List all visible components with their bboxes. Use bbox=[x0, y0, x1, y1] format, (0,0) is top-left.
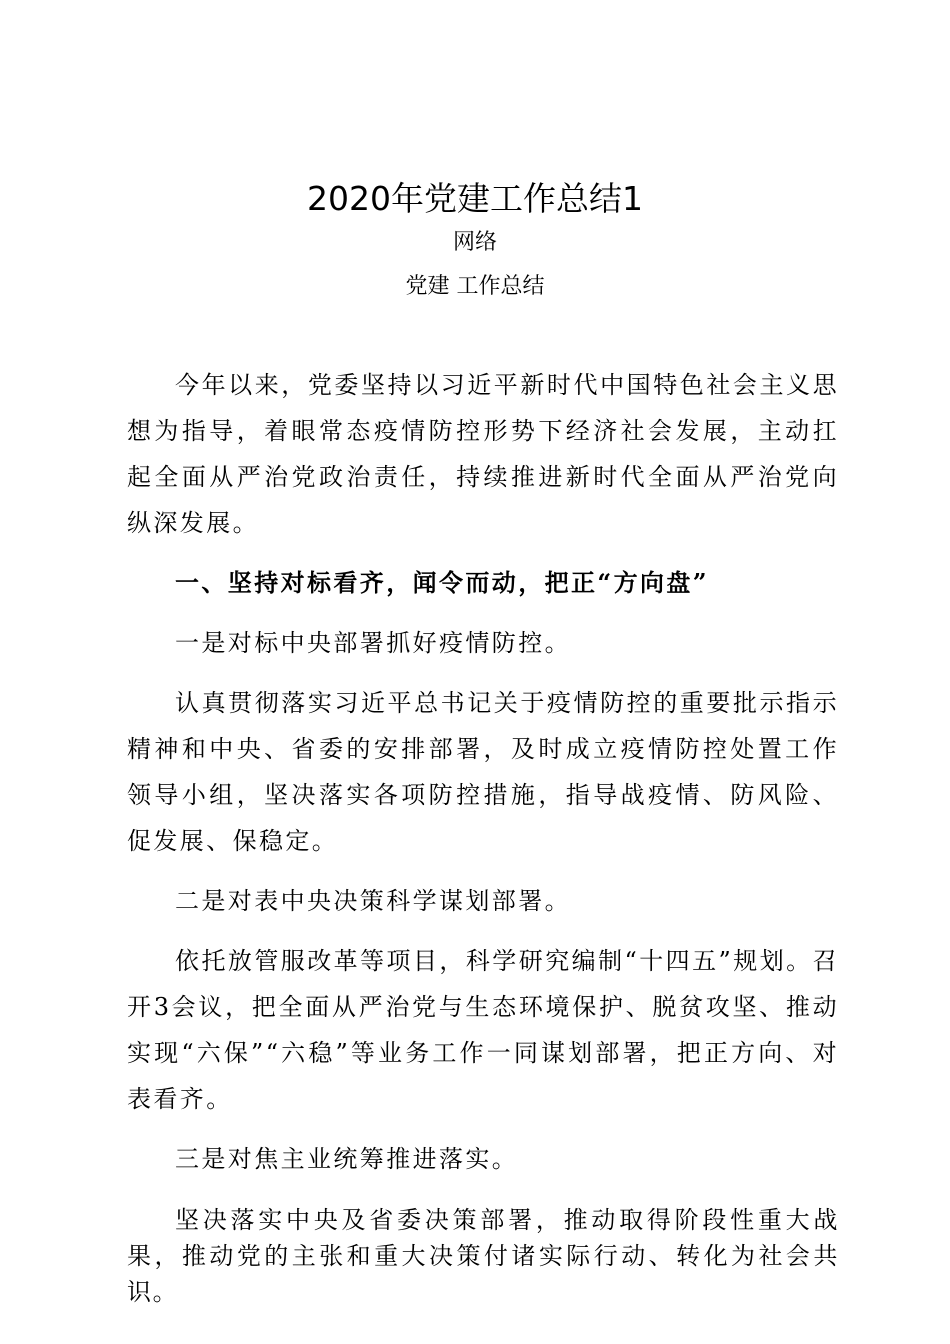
paragraph-3: 坚决落实中央及省委决策部署，推动取得阶段性重大战果，推动党的主张和重大决策付诸实际行动、转化为社会共识。 bbox=[127, 1206, 839, 1306]
document-tags: 党建 工作总结 bbox=[405, 274, 545, 299]
section-heading-1: 一、坚持对标看齐，闻令而动，把正“方向盘” bbox=[175, 568, 710, 597]
document-body bbox=[127, 362, 839, 1324]
paragraph-2: 依托放管服改革等项目，科学研究编制“十四五”规划。召开3会议，把全面从严治党与生态环境保护、脱贫攻坚、推动实现“六保”“六稳”等业务工作一同谋划部署，把正方向、对表看齐。 bbox=[127, 947, 839, 1113]
paragraph-intro: 今年以来，党委坚持以习近平新时代中国特色社会主义思想为指导，着眼常态疫情防控形势下经济社会发展，主动扛起全面从严治党政治责任，持续推进新时代全面从严治党向纵深发展。 bbox=[127, 371, 839, 537]
paragraph-1: 认真贯彻落实习近平总书记关于疫情防控的重要批示指示精神和中央、省委的安排部署，及时成立疫情防控处置工作领导小组，坚决落实各项防控措施，指导战疫情、防风险、促发展、保稳定。 bbox=[127, 689, 839, 855]
document-source: 网络 bbox=[452, 230, 497, 255]
subheading-1: 一是对标中央部署抓好疫情防控。 bbox=[175, 629, 571, 657]
document-title: 2020年党建工作总结1 bbox=[307, 179, 643, 218]
subheading-2: 二是对表中央决策科学谋划部署。 bbox=[175, 887, 571, 915]
subheading-3: 三是对焦主业统筹推进落实。 bbox=[175, 1145, 519, 1173]
